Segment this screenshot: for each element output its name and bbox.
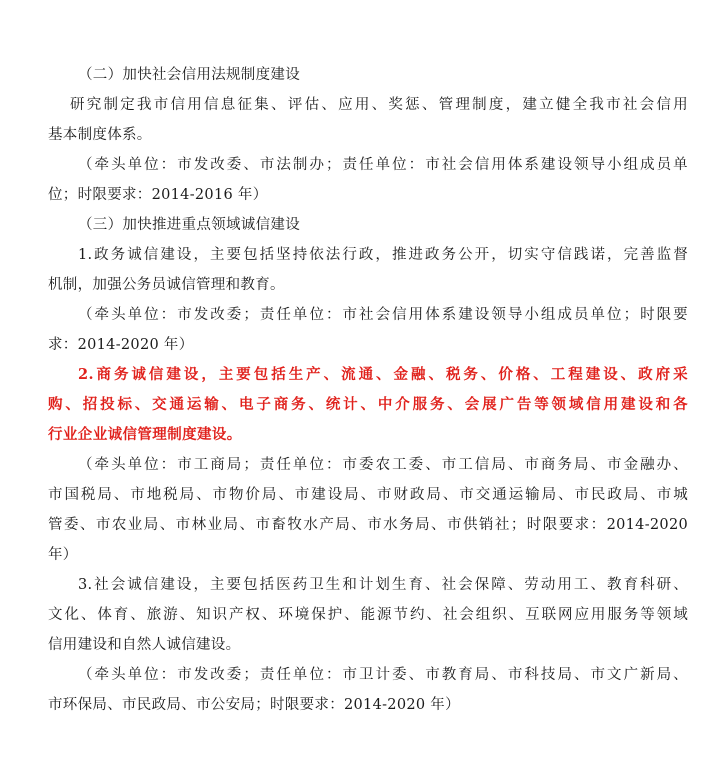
item-1-line: 1.政务诚信建设，主要包括坚持依法行政，推进政务公开，切实守信践诺，完善监督 — [78, 247, 688, 263]
responsibility-line: （牵头单位：市工商局；责任单位：市委农工委、市工信局、市商务局、市金融办、 — [78, 457, 688, 473]
item-3-line: 信用建设和自然人诚信建设。 — [48, 637, 241, 653]
responsibility-line: 市环保局、市民政局、市公安局；时限要求：2014-2020 年） — [48, 697, 460, 713]
responsibility-line: （牵头单位：市发改委；责任单位：市卫计委、市教育局、市科技局、市文广新局、 — [78, 667, 688, 683]
paragraph-line: 研究制定我市信用信息征集、评估、应用、奖惩、管理制度，建立健全我市社会信用 — [70, 97, 688, 113]
item-3-line: 3.社会诚信建设，主要包括医药卫生和计划生育、社会保障、劳动用工、教育科研、 — [78, 577, 688, 593]
responsibility-line: （牵头单位：市发改委；责任单位：市社会信用体系建设领导小组成员单位；时限要 — [78, 307, 688, 323]
item-1-line: 机制，加强公务员诚信管理和教育。 — [48, 277, 285, 293]
highlighted-item-2-line: 购、招投标、交通运输、电子商务、统计、中介服务、会展广告等领域信用建设和各 — [48, 396, 688, 413]
responsibility-line: 位；时限要求：2014-2016 年） — [48, 187, 268, 203]
responsibility-line: 年） — [48, 547, 78, 563]
section-heading-3: （三）加快推进重点领域诚信建设 — [78, 217, 300, 233]
item-3-line: 文化、体育、旅游、知识产权、环境保护、能源节约、社会组织、互联网应用服务等领域 — [48, 607, 688, 623]
document-body — [48, 60, 688, 720]
highlighted-item-2-line: 2.商务诚信建设，主要包括生产、流通、金融、税务、价格、工程建设、政府采 — [78, 366, 688, 383]
responsibility-line: 市国税局、市地税局、市物价局、市建设局、市财政局、市交通运输局、市民政局、市城 — [48, 487, 688, 503]
paragraph-line: 基本制度体系。 — [48, 127, 152, 143]
responsibility-line: 求：2014-2020 年） — [48, 337, 194, 353]
responsibility-line: 管委、市农业局、市林业局、市畜牧水产局、市水务局、市供销社；时限要求：2014-2020 — [48, 517, 688, 533]
highlighted-item-2-line: 行业企业诚信管理制度建设。 — [48, 426, 242, 443]
section-heading-2: （二）加快社会信用法规制度建设 — [78, 67, 300, 83]
responsibility-line: （牵头单位：市发改委、市法制办；责任单位：市社会信用体系建设领导小组成员单 — [78, 157, 688, 173]
